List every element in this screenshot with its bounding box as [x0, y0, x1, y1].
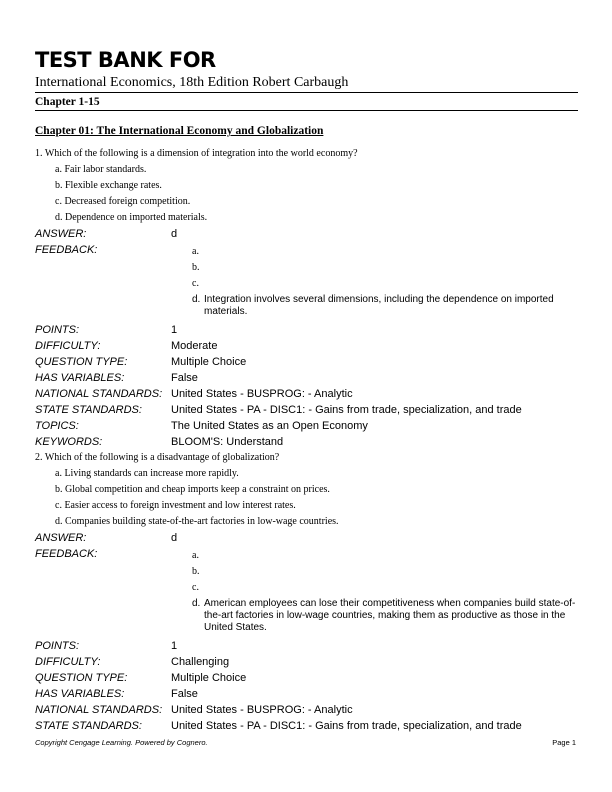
feedback-item: b.: [192, 566, 200, 577]
feedback-label: FEEDBACK:: [35, 244, 98, 256]
meta-value: United States - PA - DISC1: - Gains from trade, specialization, and trade: [171, 404, 522, 416]
answer-value: d: [171, 532, 178, 544]
meta-value: The United States as an Open Economy: [171, 420, 368, 432]
answer-row: [35, 530, 580, 546]
meta-label: TOPICS:: [35, 420, 79, 432]
meta-value: Multiple Choice: [171, 356, 247, 368]
meta-label: POINTS:: [35, 640, 80, 652]
chapter-heading: Chapter 01: The International Economy and Globalization: [35, 125, 324, 137]
meta-label: NATIONAL STANDARDS:: [35, 388, 163, 400]
meta-row: [35, 386, 580, 402]
meta-value: Multiple Choice: [171, 672, 247, 684]
meta-label: STATE STANDARDS:: [35, 720, 142, 732]
feedback-item: c.: [192, 278, 199, 289]
meta-label: QUESTION TYPE:: [35, 356, 128, 368]
feedback-row: [35, 242, 580, 258]
question-stem: 1. Which of the following is a dimension of integration into the world economy?: [35, 148, 358, 159]
question-1: [35, 146, 580, 450]
feedback-item: a.: [192, 246, 199, 257]
meta-row: [35, 702, 580, 718]
feedback-text: American employees can lose their competitiveness when companies build state-of-the-art factories in low-wage countries, making them as productive as those in the United States.: [204, 598, 576, 633]
feedback-row: [35, 546, 580, 562]
book-subtitle: International Economics, 18th Edition Robert Carbaugh: [35, 75, 349, 90]
header-rule-bottom: [35, 110, 578, 111]
meta-value: Moderate: [171, 340, 218, 352]
header-rule-top: [35, 92, 578, 93]
meta-row: [35, 654, 580, 670]
meta-value: United States - BUSPROG: - Analytic: [171, 388, 353, 400]
feedback-item: c.: [192, 582, 199, 593]
answer-choice: b. Flexible exchange rates.: [55, 180, 162, 191]
answer-choice: a. Living standards can increase more rapidly.: [55, 468, 239, 479]
footer-page-number: Page 1: [552, 738, 576, 747]
feedback-item: a.: [192, 550, 199, 561]
answer-value: d: [171, 228, 178, 240]
feedback-item: b.: [192, 262, 200, 273]
meta-value: False: [171, 372, 198, 384]
meta-value: False: [171, 688, 198, 700]
meta-row: [35, 686, 580, 702]
meta-label: QUESTION TYPE:: [35, 672, 128, 684]
meta-label: DIFFICULTY:: [35, 340, 101, 352]
meta-row: [35, 338, 580, 354]
answer-label: ANSWER:: [35, 228, 87, 240]
meta-value: 1: [171, 640, 178, 652]
meta-label: POINTS:: [35, 324, 80, 336]
feedback-letter: d.: [192, 294, 201, 305]
meta-label: STATE STANDARDS:: [35, 404, 142, 416]
meta-label: NATIONAL STANDARDS:: [35, 704, 163, 716]
meta-row: [35, 418, 580, 434]
answer-choice: d. Dependence on imported materials.: [55, 212, 208, 223]
question-stem: 2. Which of the following is a disadvantage of globalization?: [35, 452, 280, 463]
meta-row: [35, 638, 580, 654]
meta-value: United States - PA - DISC1: - Gains from trade, specialization, and trade: [171, 720, 522, 732]
answer-row: [35, 226, 580, 242]
meta-row: [35, 370, 580, 386]
meta-label: DIFFICULTY:: [35, 656, 101, 668]
meta-value: 1: [171, 324, 178, 336]
meta-value: Challenging: [171, 656, 230, 668]
answer-choice: d. Companies building state-of-the-art factories in low-wage countries.: [55, 516, 339, 527]
feedback-item: [192, 294, 580, 318]
chapter-range: Chapter 1-15: [35, 96, 100, 108]
feedback-label: FEEDBACK:: [35, 548, 98, 560]
answer-label: ANSWER:: [35, 532, 87, 544]
question-2: [35, 450, 580, 734]
footer-copyright: Copyright Cengage Learning. Powered by Cognero.: [35, 738, 208, 747]
meta-row: [35, 354, 580, 370]
meta-value: United States - BUSPROG: - Analytic: [171, 704, 353, 716]
meta-label: KEYWORDS:: [35, 436, 103, 448]
meta-row: [35, 434, 580, 450]
feedback-item: [192, 598, 580, 634]
feedback-text: Integration involves several dimensions, including the dependence on imported materials.: [204, 294, 554, 317]
meta-row: [35, 322, 580, 338]
meta-label: HAS VARIABLES:: [35, 688, 125, 700]
answer-choice: a. Fair labor standards.: [55, 164, 147, 175]
feedback-letter: d.: [192, 598, 201, 609]
meta-label: HAS VARIABLES:: [35, 372, 125, 384]
meta-row: [35, 402, 580, 418]
answer-choice: c. Decreased foreign competition.: [55, 196, 191, 207]
meta-value: BLOOM'S: Understand: [171, 436, 284, 448]
answer-choice: b. Global competition and cheap imports keep a constraint on prices.: [55, 484, 330, 495]
meta-row: [35, 718, 580, 734]
answer-choice: c. Easier access to foreign investment and low interest rates.: [55, 500, 296, 511]
document-title: TEST BANK FOR: [35, 48, 216, 72]
meta-row: [35, 670, 580, 686]
